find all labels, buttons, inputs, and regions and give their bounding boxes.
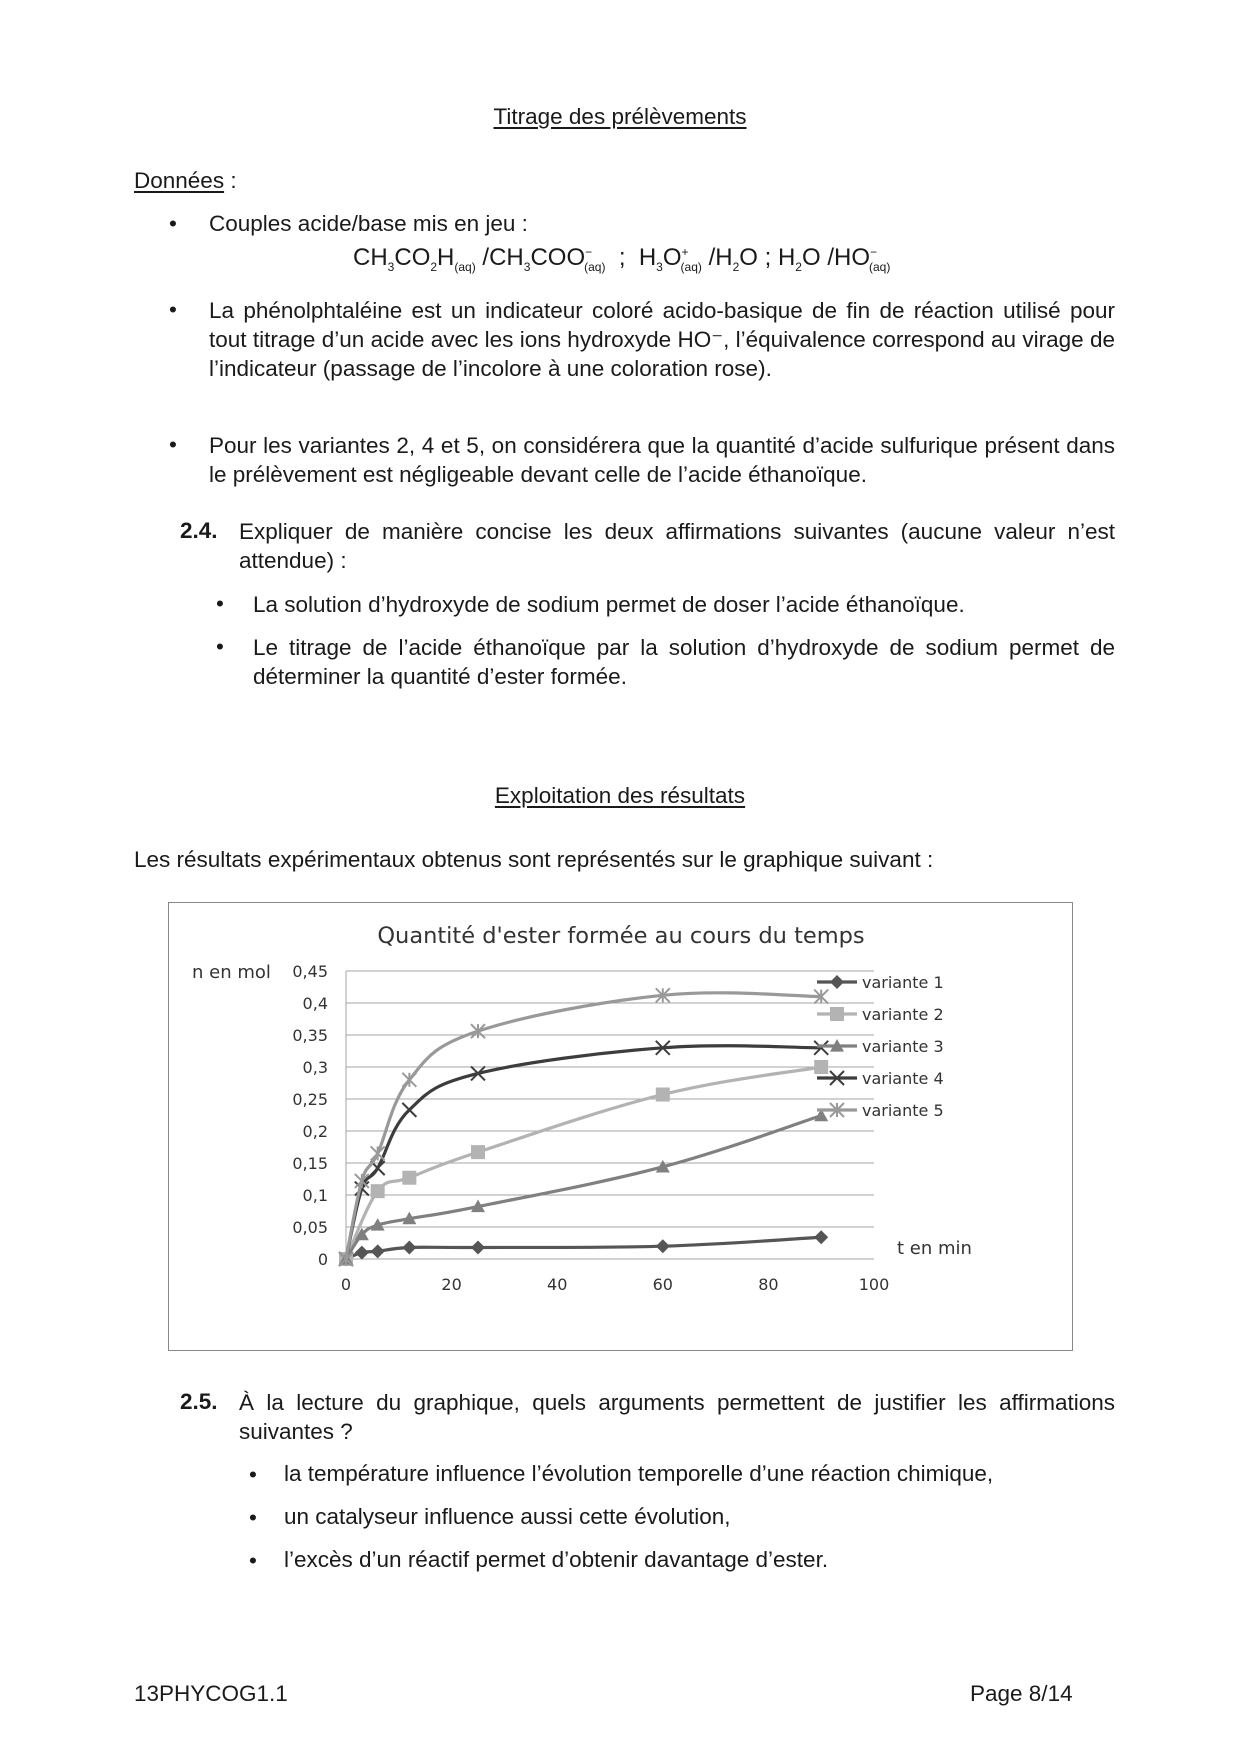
question-2-4-bullet-1: La solution d’hydroxyde de sodium permet de doser l’acide éthanoïque. (253, 592, 965, 617)
question-2-5-bullet-3: l’excès d’un réactif permet d’obtenir davantage d’ester. (284, 1547, 829, 1572)
legend-item (817, 973, 944, 992)
bullet-marker: • (249, 1462, 257, 1487)
question-2-4-text: Expliquer de manière concise les deux affirmations suivantes (aucune valeur n’est attendue) : (239, 519, 1115, 573)
section-title-exploitation: Exploitation des résultats (494, 783, 746, 808)
bullet-marker: • (216, 591, 224, 616)
y-tick-label: 0 (317, 1250, 328, 1269)
legend-item (817, 1005, 944, 1024)
series-variante-1-point (656, 1239, 670, 1253)
section-title-titrage: Titrage des prélèvements (493, 104, 747, 129)
donnees-colon: : (224, 168, 237, 193)
y-tick-label: 0,35 (292, 1026, 328, 1045)
series-variante-5-line (346, 993, 821, 1259)
series-variante-1-point (355, 1246, 369, 1260)
x-tick-label: 80 (758, 1275, 779, 1294)
series-variante-2-point (371, 1184, 385, 1198)
series-variante-5-point (402, 1073, 416, 1087)
legend-marker (830, 1007, 844, 1021)
legend-label: variante 2 (862, 1005, 944, 1024)
y-tick-label: 0,4 (302, 994, 328, 1013)
y-tick-label: 0,2 (302, 1122, 328, 1141)
question-2-5-bullet-2: un catalyseur influence aussi cette évolution, (284, 1504, 731, 1529)
chart-ylabel: n en mol (192, 962, 271, 983)
bullet-marker: • (249, 1548, 257, 1573)
legend-item (817, 1037, 944, 1056)
x-tick-label: 0 (340, 1275, 352, 1294)
x-tick-label: 100 (858, 1275, 890, 1294)
y-tick-label: 0,05 (292, 1218, 328, 1237)
x-tick-label: 60 (652, 1275, 673, 1294)
series-variante-1-point (402, 1240, 416, 1254)
results-intro: Les résultats expérimentaux obtenus sont représentés sur le graphique suivant : (134, 847, 934, 872)
bullet-couples: Couples acide/base mis en jeu : (209, 211, 528, 236)
series-variante-4-point (402, 1103, 416, 1117)
question-number-2-5: 2.5. (180, 1389, 218, 1414)
legend-label: variante 4 (862, 1069, 944, 1088)
legend-label: variante 5 (862, 1101, 944, 1120)
footer-code: 13PHYCOG1.1 (134, 1681, 288, 1706)
ester-chart (169, 903, 1074, 1352)
legend-marker (830, 975, 844, 989)
bullet-marker: • (169, 432, 177, 457)
donnees-heading (134, 168, 237, 194)
legend-label: variante 3 (862, 1037, 944, 1056)
x-tick-label: 20 (441, 1275, 462, 1294)
question-2-5-text: À la lecture du graphique, quels arguments permettent de justifier les affirmations suivantes ? (239, 1390, 1115, 1444)
question-number-2-4: 2.4. (180, 518, 218, 543)
bullet-phenolphtaleine: La phénolphtaléine est un indicateur coloré acido-basique de fin de réaction utilisé pour tout titrage d’un acide avec les ions hydroxyde HO⁻, l’équivalence correspond au virage de l’indicateur (passage de l’incolore à une coloration rose). (209, 298, 1115, 381)
bullet-marker: • (169, 297, 177, 322)
acid-base-couples-formula: $CH_3CO_2H_{(aq)}$ $/CH_3COO^-_{(aq)}$ ; $H_3O^+_{(aq)}$ $/H_2O$ ; $H_2O$ $/HO^-_{(aq)}$ (353, 244, 891, 274)
chart-xlabel: t en min (897, 1238, 972, 1259)
bullet-marker: • (169, 211, 177, 236)
series-variante-1-point (371, 1244, 385, 1258)
y-tick-label: 0,3 (302, 1058, 328, 1077)
chart-frame (168, 902, 1073, 1351)
series-variante-2-point (656, 1088, 670, 1102)
question-2-4-bullet-2: Le titrage de l’acide éthanoïque par la solution d’hydroxyde de sodium permet de déterminer la quantité d’ester formée. (253, 635, 1115, 689)
legend-item (817, 1101, 944, 1120)
bullet-marker: • (249, 1505, 257, 1530)
series-variante-5 (339, 988, 828, 1266)
legend-label: variante 1 (862, 973, 944, 992)
series-variante-1-point (814, 1230, 828, 1244)
series-variante-2-point (402, 1171, 416, 1185)
bullet-marker: • (216, 634, 224, 659)
footer-page-number: Page 8/14 (970, 1681, 1073, 1706)
series-variante-5-point (371, 1146, 385, 1160)
y-tick-label: 0,25 (292, 1090, 328, 1109)
series-variante-1 (339, 1230, 828, 1266)
series-variante-3-line (346, 1116, 821, 1259)
series-variante-1-line (346, 1237, 821, 1259)
chart-title: Quantité d'ester formée au cours du temps (377, 923, 865, 949)
legend-item (817, 1069, 944, 1088)
question-2-5-bullet-1: la température influence l’évolution temporelle d’une réaction chimique, (284, 1461, 994, 1486)
y-tick-label: 0,1 (302, 1186, 328, 1205)
bullet-variantes: Pour les variantes 2, 4 et 5, on considérera que la quantité d’acide sulfurique présent dans le prélèvement est négligeable devant celle de l’acide éthanoïque. (209, 433, 1115, 487)
y-tick-label: 0,15 (292, 1154, 328, 1173)
y-tick-label: 0,45 (292, 962, 328, 981)
series-variante-2-point (814, 1060, 828, 1074)
x-tick-label: 40 (547, 1275, 568, 1294)
series-variante-1-point (471, 1240, 485, 1254)
donnees-label: Données (134, 168, 225, 193)
series-variante-2-point (471, 1145, 485, 1159)
